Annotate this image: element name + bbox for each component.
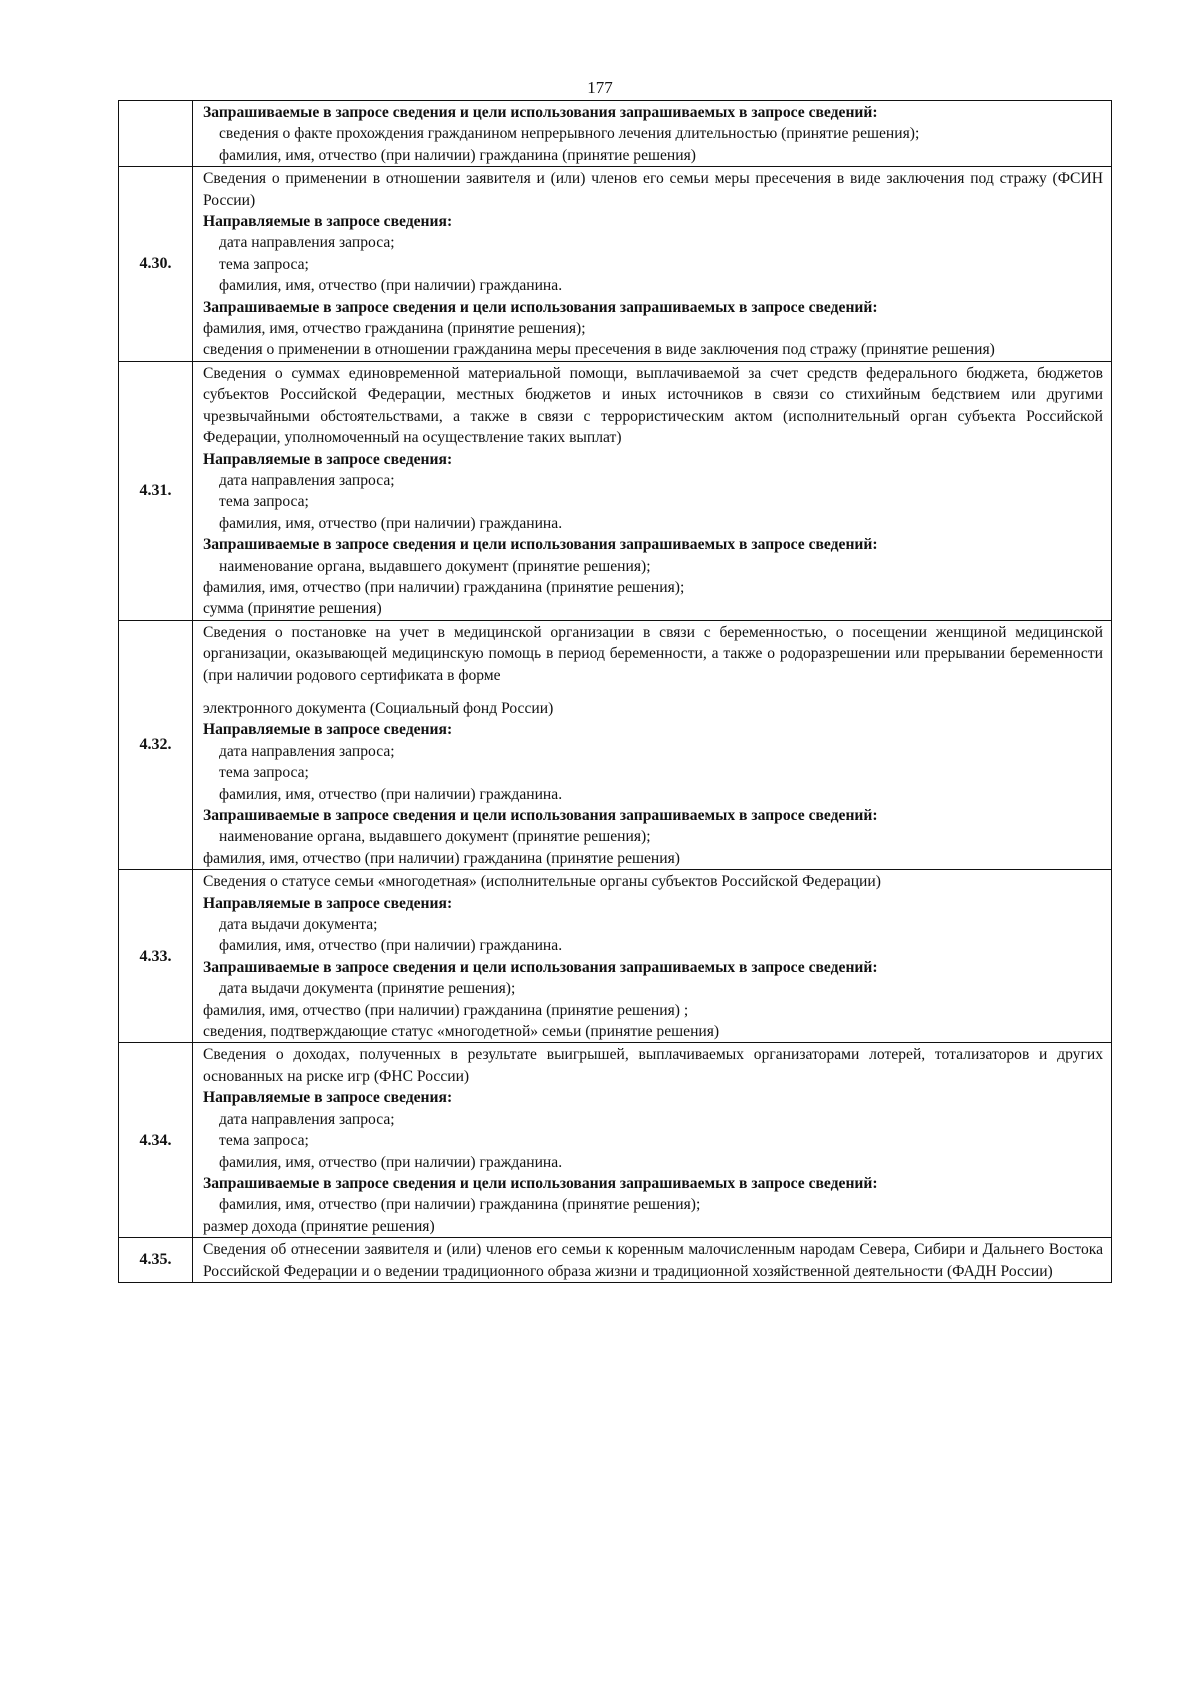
row-content	[193, 101, 1112, 167]
content-line: фамилия, имя, отчество (при наличии) гражданина (принятие решения);	[219, 1196, 701, 1214]
content-line: наименование органа, выдавшего документ (принятие решения);	[219, 557, 651, 575]
content-line: сведения, подтверждающие статус «многодетной» семьи (принятие решения)	[203, 1023, 720, 1041]
row-content	[193, 1238, 1112, 1283]
content-line: размер дохода (принятие решения)	[203, 1217, 435, 1235]
row-content	[193, 1043, 1112, 1238]
content-line: дата направления запроса;	[219, 471, 395, 489]
row-content	[193, 870, 1112, 1043]
content-line: тема запроса;	[219, 1132, 309, 1150]
content-line: Сведения о статусе семьи «многодетная» (исполнительные органы субъектов Российской Федерации)	[203, 873, 881, 891]
table-row	[119, 620, 1112, 869]
row-number: 4.31.	[119, 361, 193, 620]
content-line: фамилия, имя, отчество (при наличии) гражданина (принятие решения)	[219, 146, 696, 164]
content-line: фамилия, имя, отчество (при наличии) гражданина (принятие решения)	[203, 849, 680, 867]
row-number: 4.33.	[119, 870, 193, 1043]
table-row	[119, 870, 1112, 1043]
content-line: Сведения о доходах, полученных в результате выигрышей, выплачиваемых организаторами лотерей, тотализаторов и других основанных на риске игр (ФНС России)	[203, 1046, 1103, 1085]
content-line: тема запроса;	[219, 493, 309, 511]
row-number: 4.30.	[119, 167, 193, 362]
content-line: фамилия, имя, отчество (при наличии) гражданина (принятие решения) ;	[203, 1001, 689, 1019]
table-row	[119, 101, 1112, 167]
section-heading: Запрашиваемые в запросе сведения и цели использования запрашиваемых в запросе сведений:	[203, 536, 878, 554]
content-line: фамилия, имя, отчество (при наличии) гражданина.	[219, 277, 563, 295]
content-line: сведения о факте прохождения гражданином непрерывного лечения длительностью (принятие решения);	[219, 125, 920, 143]
content-line: дата выдачи документа (принятие решения);	[219, 980, 516, 998]
section-heading: Направляемые в запросе сведения:	[203, 1089, 453, 1107]
section-heading: Запрашиваемые в запросе сведения и цели использования запрашиваемых в запросе сведений:	[203, 1174, 878, 1192]
content-line: фамилия, имя, отчество (при наличии) гражданина (принятие решения);	[203, 578, 685, 596]
table-row	[119, 1238, 1112, 1283]
table-row	[119, 167, 1112, 362]
section-heading: Направляемые в запросе сведения:	[203, 894, 453, 912]
row-content	[193, 620, 1112, 869]
section-heading: Направляемые в запросе сведения:	[203, 213, 453, 231]
content-line: тема запроса;	[219, 764, 309, 782]
content-line: электронного документа (Социальный фонд России)	[203, 699, 554, 717]
row-number	[119, 101, 193, 167]
table-row	[119, 361, 1112, 620]
content-line: дата направления запроса;	[219, 742, 395, 760]
content-line: наименование органа, выдавшего документ (принятие решения);	[219, 828, 651, 846]
content-line: сведения о применении в отношении гражданина меры пресечения в виде заключения под стражу (принятие решения)	[203, 341, 995, 359]
content-line: Сведения об отнесении заявителя и (или) членов его семьи к коренным малочисленным народам Севера, Сибири и Дальнего Востока Российской Федерации и о ведении традиционного образа жизни и традиционной хозяйственной деятельности (ФАДН России)	[203, 1241, 1103, 1280]
content-line: тема запроса;	[219, 255, 309, 273]
content-line: дата выдачи документа;	[219, 916, 378, 934]
content-line: фамилия, имя, отчество (при наличии) гражданина.	[219, 514, 563, 532]
content-line: фамилия, имя, отчество (при наличии) гражданина.	[219, 1153, 563, 1171]
content-line: Сведения о постановке на учет в медицинской организации в связи с беременностью, о посещении женщиной медицинской организации, оказывающей медицинскую помощь в период беременности, а также о родоразрешении или прерывании беременности (при наличии родового сертификата в форме	[203, 623, 1103, 684]
section-heading: Направляемые в запросе сведения:	[203, 450, 453, 468]
table-body	[119, 101, 1112, 1283]
row-content	[193, 167, 1112, 362]
table-row	[119, 1043, 1112, 1238]
section-heading: Направляемые в запросе сведения:	[203, 721, 453, 739]
section-heading: Запрашиваемые в запросе сведения и цели использования запрашиваемых в запросе сведений:	[203, 298, 878, 316]
content-line: дата направления запроса;	[219, 234, 395, 252]
content-line: дата направления запроса;	[219, 1110, 395, 1128]
page-number: 177	[587, 78, 613, 97]
content-line: Сведения о применении в отношении заявителя и (или) членов его семьи меры пресечения в виде заключения под стражу (ФСИН России)	[203, 170, 1103, 209]
section-heading: Запрашиваемые в запросе сведения и цели использования запрашиваемых в запросе сведений:	[203, 958, 878, 976]
section-heading: Запрашиваемые в запросе сведения и цели использования запрашиваемых в запросе сведений:	[203, 104, 878, 121]
row-number: 4.34.	[119, 1043, 193, 1238]
row-content	[193, 361, 1112, 620]
content-line: сумма (принятие решения)	[203, 600, 382, 618]
content-line: фамилия, имя, отчество гражданина (принятие решения);	[203, 320, 586, 338]
content-line: Сведения о суммах единовременной материальной помощи, выплачиваемой за счет средств федерального бюджета, бюджетов субъектов Российской Федерации, местных бюджетов и иных источников в связи со стихийным бедствием или другими чрезвычайными обстоятельствами, а также в связи с террористическим актом (исполнительный орган субъекта Российской Федерации, уполномоченный на осуществление таких выплат)	[203, 364, 1103, 447]
row-number: 4.32.	[119, 620, 193, 869]
content-line: фамилия, имя, отчество (при наличии) гражданина.	[219, 785, 563, 803]
requirements-table	[118, 100, 1112, 1283]
section-heading: Запрашиваемые в запросе сведения и цели использования запрашиваемых в запросе сведений:	[203, 807, 878, 824]
row-number: 4.35.	[119, 1238, 193, 1283]
content-line: фамилия, имя, отчество (при наличии) гражданина.	[219, 937, 563, 955]
